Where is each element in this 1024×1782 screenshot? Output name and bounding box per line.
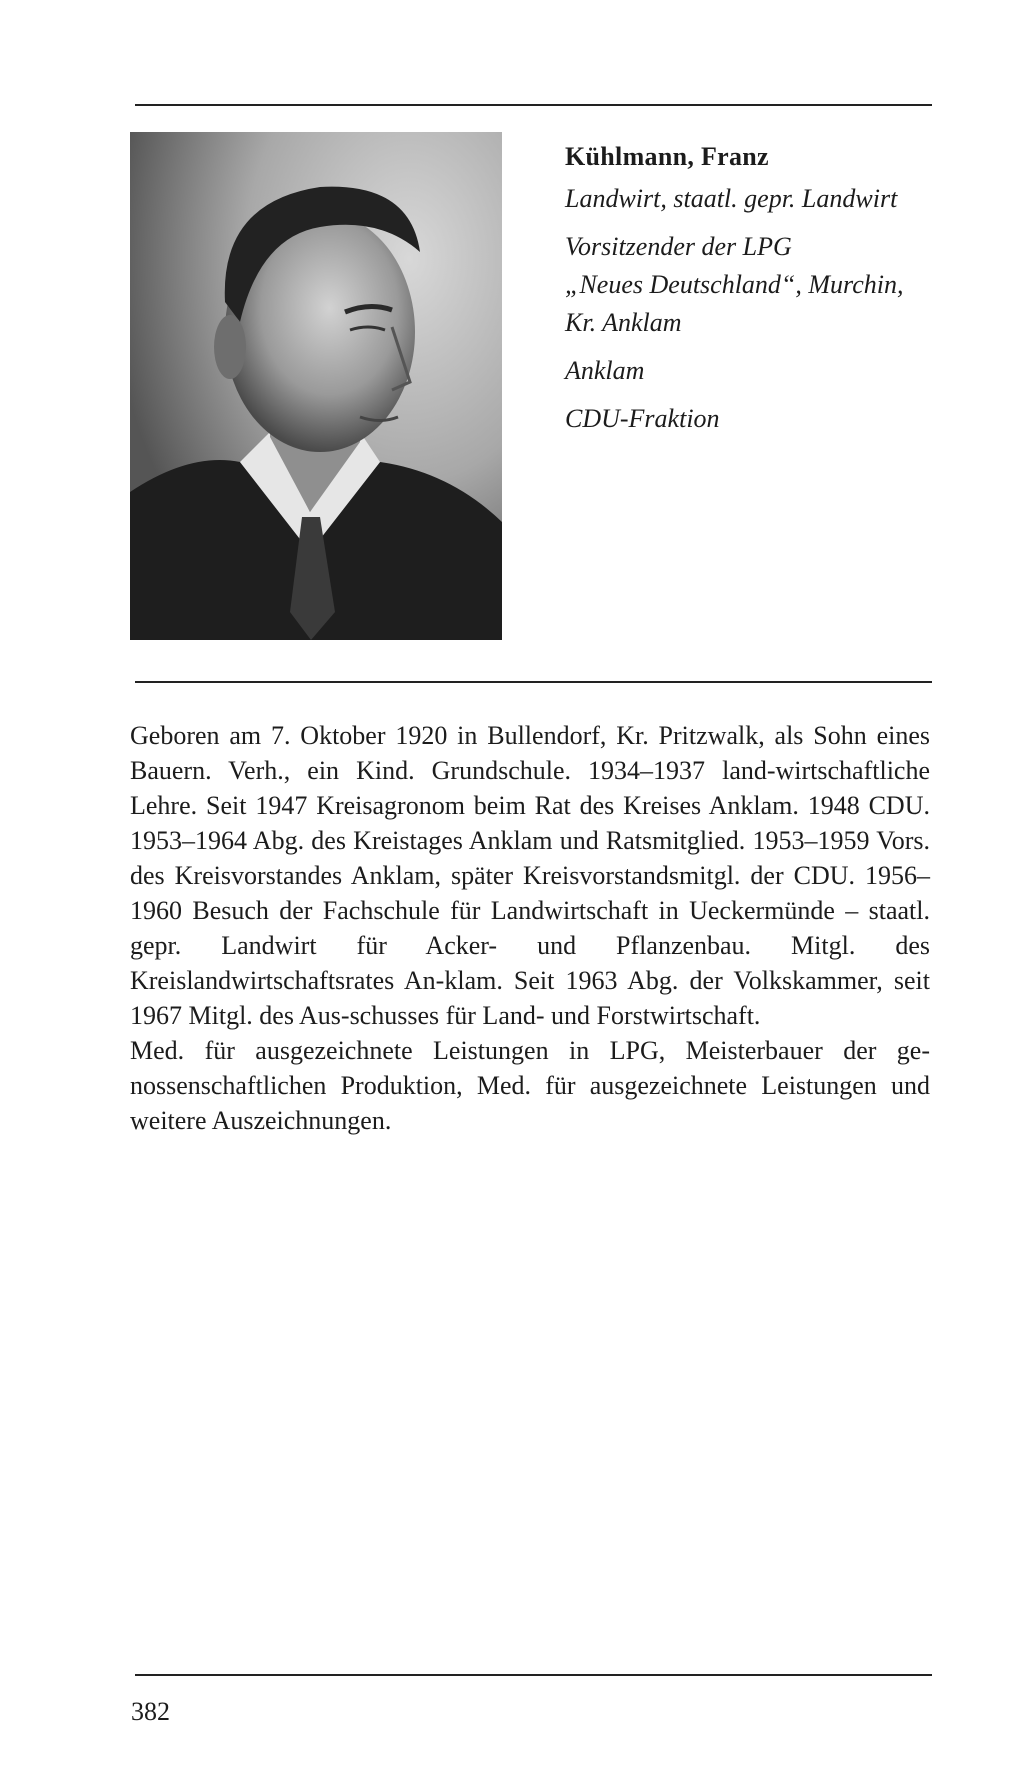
biography-paragraph-2: Med. für ausgezeichnete Leistungen in LPG, Meisterbauer der ge-nossenschaftlichen Produktion, Med. für ausgezeichnete Leistungen und weitere Auszeichnungen. (130, 1036, 930, 1135)
position-line-3: Kr. Anklam (565, 308, 682, 337)
biography (130, 718, 930, 1138)
constituency: Anklam (565, 356, 645, 385)
middle-rule (135, 681, 932, 683)
page-number: 382 (131, 1697, 170, 1726)
bottom-rule (135, 1674, 932, 1676)
entry-caption (565, 138, 945, 448)
top-rule (135, 104, 932, 106)
portrait-photo (130, 132, 502, 640)
portrait-image (130, 132, 502, 640)
biography-paragraph-1: Geboren am 7. Oktober 1920 in Bullendorf, Kr. Pritzwalk, als Sohn eines Bauern. Verh., ein Kind. Grundschule. 1934–1937 land-wirtschaftliche Lehre. Seit 1947 Kreisagronom beim Rat des Kreises Anklam. 1948 CDU. 1953–1964 Abg. des Kreistages Anklam und Ratsmitglied. 1953–1959 Vors. des Kreisvorstandes Anklam, später Kreisvorstandsmitgl. der CDU. 1956–1960 Besuch der Fachschule für Landwirtschaft in Ueckermünde – staatl. gepr. Landwirt für Acker- und Pflanzenbau. Mitgl. des Kreislandwirtschaftsrates An-klam. Seit 1963 Abg. der Volkskammer, seit 1967 Mitgl. des Aus-schusses für Land- und Forstwirtschaft. (130, 721, 930, 1030)
position-line-1: Vorsitzender der LPG (565, 232, 792, 261)
faction: CDU-Fraktion (565, 404, 720, 433)
profession: Landwirt, staatl. gepr. Landwirt (565, 184, 898, 213)
person-name: Kühlmann, Franz (565, 142, 769, 171)
position-line-2: „Neues Deutschland“, Murchin, (565, 270, 904, 299)
